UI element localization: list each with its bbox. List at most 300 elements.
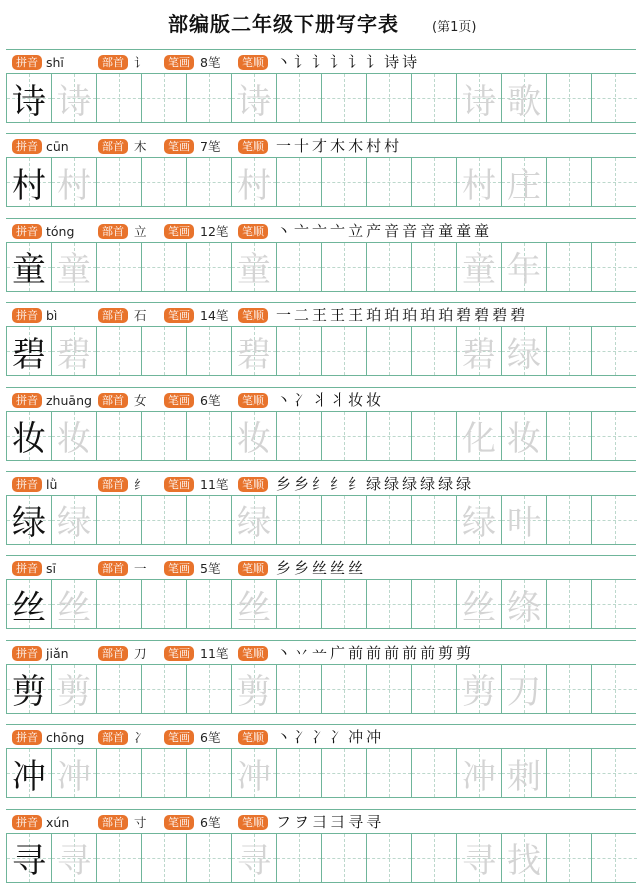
stroke-step: 乡 <box>294 559 310 578</box>
writing-cell <box>592 749 637 797</box>
writing-cell <box>502 243 547 291</box>
writing-grid <box>6 157 636 207</box>
writing-cell <box>7 74 52 122</box>
stroke-step: フ <box>276 812 292 831</box>
writing-cell <box>7 665 52 713</box>
stroke-step: 童 <box>456 221 472 240</box>
writing-cell <box>232 580 277 628</box>
example-word-char: 寻 <box>462 841 496 882</box>
writing-cell <box>592 412 637 460</box>
stroke-order-sequence <box>276 727 381 747</box>
stroke-step: 碧 <box>492 306 508 325</box>
writing-cell <box>232 158 277 206</box>
writing-cell <box>277 74 322 122</box>
example-word-char: 刀 <box>507 672 541 713</box>
writing-cell <box>142 834 187 882</box>
writing-cell <box>187 580 232 628</box>
pinyin-value: lǜ <box>46 476 58 492</box>
example-word-char: 刺 <box>507 756 541 797</box>
stroke-step: 绿 <box>402 474 418 493</box>
writing-cell <box>97 834 142 882</box>
writing-cell <box>277 665 322 713</box>
writing-cell <box>232 327 277 375</box>
character-entry <box>6 471 636 555</box>
pinyin-badge: 拼音 <box>12 224 42 239</box>
stroke-step: 广 <box>330 643 346 662</box>
stroke-step: 讠 <box>348 53 364 71</box>
writing-cell <box>7 580 52 628</box>
writing-cell <box>412 327 457 375</box>
stroke-step: 童 <box>438 221 454 240</box>
writing-cell <box>232 496 277 544</box>
pinyin-value: shī <box>46 55 64 70</box>
stroke-step: 音 <box>402 221 418 240</box>
writing-grid <box>6 833 636 883</box>
model-character: 妆 <box>12 419 46 460</box>
strokes-badge: 笔画 <box>164 477 194 492</box>
writing-cell <box>277 243 322 291</box>
trace-character: 妆 <box>57 419 91 460</box>
stroke-step: 妆 <box>366 390 382 409</box>
writing-cell <box>367 412 412 460</box>
radical-badge: 部首 <box>98 477 128 492</box>
stroke-order-sequence <box>276 305 525 325</box>
writing-cell <box>502 749 547 797</box>
stroke-step: 彐 <box>330 812 346 831</box>
character-entry <box>6 49 636 133</box>
pinyin-value: bì <box>46 308 58 324</box>
writing-cell <box>277 580 322 628</box>
writing-cell <box>412 243 457 291</box>
example-word-char: 叶 <box>507 503 541 544</box>
stroke-order-badge: 笔顺 <box>238 139 268 154</box>
stroke-step: 诗 <box>402 53 418 71</box>
example-word-char: 化 <box>462 419 496 460</box>
example-word-char: 绿 <box>462 503 496 544</box>
writing-cell <box>232 665 277 713</box>
strokes-badge: 笔画 <box>164 730 194 745</box>
strokes-value: 14笔 <box>200 308 229 324</box>
trace-character: 碧 <box>57 334 91 375</box>
model-character: 诗 <box>12 81 46 122</box>
stroke-step: 亠 <box>330 221 346 240</box>
radical-value: 刀 <box>134 645 147 661</box>
writing-cell <box>547 158 592 206</box>
stroke-step: 二 <box>294 306 310 325</box>
stroke-order-sequence <box>276 812 381 832</box>
radical-badge: 部首 <box>98 393 128 408</box>
strokes-value: 6笔 <box>200 814 221 830</box>
strokes-value: 12笔 <box>200 223 229 239</box>
character-entry <box>6 640 636 724</box>
writing-grid <box>6 73 636 123</box>
trace-character: 碧 <box>237 334 271 375</box>
trace-character: 剪 <box>237 672 271 713</box>
trace-character: 绿 <box>237 503 271 544</box>
stroke-step: 村 <box>384 137 400 156</box>
writing-cell <box>367 496 412 544</box>
stroke-order-sequence <box>276 390 381 410</box>
stroke-step: 木 <box>330 137 346 156</box>
pinyin-badge: 拼音 <box>12 477 42 492</box>
writing-cell <box>412 158 457 206</box>
example-word-char: 绿 <box>507 334 541 375</box>
writing-cell <box>322 412 367 460</box>
example-word-char: 找 <box>507 841 541 882</box>
stroke-step: 冲 <box>366 728 382 747</box>
stroke-order-badge: 笔顺 <box>238 393 268 408</box>
trace-character: 寻 <box>237 841 271 882</box>
writing-grid <box>6 748 636 798</box>
writing-cell <box>97 243 142 291</box>
writing-cell <box>97 412 142 460</box>
radical-value: 寸 <box>134 814 147 830</box>
writing-sheet <box>6 49 636 893</box>
entry-info-row <box>6 133 636 157</box>
stroke-step: 一 <box>276 137 292 156</box>
writing-cell <box>232 834 277 882</box>
writing-cell <box>592 834 637 882</box>
radical-badge: 部首 <box>98 139 128 154</box>
stroke-step: 前 <box>348 643 364 662</box>
strokes-badge: 笔画 <box>164 224 194 239</box>
strokes-badge: 笔画 <box>164 55 194 70</box>
page-header <box>0 0 640 46</box>
model-character: 丝 <box>12 587 46 628</box>
writing-cell <box>547 74 592 122</box>
stroke-step: 珀 <box>438 306 454 325</box>
writing-cell <box>322 243 367 291</box>
pinyin-badge: 拼音 <box>12 815 42 830</box>
writing-cell <box>142 665 187 713</box>
strokes-value: 8笔 <box>200 55 221 70</box>
example-word-char: 剪 <box>462 672 496 713</box>
writing-cell <box>97 665 142 713</box>
writing-cell <box>232 74 277 122</box>
writing-cell <box>592 665 637 713</box>
stroke-step: 丝 <box>330 559 346 578</box>
writing-cell <box>367 749 412 797</box>
writing-cell <box>412 580 457 628</box>
stroke-step: 前 <box>402 643 418 662</box>
stroke-step: 丶 <box>276 53 292 71</box>
writing-cell <box>97 327 142 375</box>
writing-cell <box>187 749 232 797</box>
stroke-order-badge: 笔顺 <box>238 730 268 745</box>
example-word-char: 歌 <box>507 81 541 122</box>
writing-cell <box>547 412 592 460</box>
example-word-char: 年 <box>507 250 541 291</box>
writing-cell <box>502 580 547 628</box>
strokes-value: 5笔 <box>200 561 221 577</box>
writing-grid <box>6 664 636 714</box>
stroke-step: 丶 <box>276 221 292 240</box>
stroke-order-sequence <box>276 474 471 494</box>
example-word-char: 碧 <box>462 334 496 375</box>
stroke-step: 绿 <box>456 474 472 493</box>
writing-cell <box>367 158 412 206</box>
writing-cell <box>547 749 592 797</box>
strokes-badge: 笔画 <box>164 646 194 661</box>
radical-badge: 部首 <box>98 55 128 70</box>
stroke-step: 十 <box>294 137 310 156</box>
stroke-step: 讠 <box>330 53 346 71</box>
stroke-step: 音 <box>420 221 436 240</box>
writing-cell <box>457 412 502 460</box>
writing-cell <box>142 412 187 460</box>
writing-cell <box>502 74 547 122</box>
strokes-value: 6笔 <box>200 730 221 746</box>
stroke-step: 碧 <box>510 306 526 325</box>
stroke-step: 亠 <box>294 221 310 240</box>
writing-cell <box>232 243 277 291</box>
writing-cell <box>142 327 187 375</box>
stroke-step: 冫 <box>294 390 310 409</box>
writing-cell <box>322 496 367 544</box>
trace-character: 寻 <box>57 841 91 882</box>
stroke-step: 冫 <box>330 728 346 747</box>
writing-cell <box>52 243 97 291</box>
writing-cell <box>142 496 187 544</box>
pinyin-value: zhuāng <box>46 392 92 408</box>
stroke-step: 丶 <box>276 728 292 747</box>
example-word-char: 诗 <box>462 81 496 122</box>
writing-cell <box>367 665 412 713</box>
stroke-step: 纟 <box>312 474 328 493</box>
stroke-step: 丬 <box>330 390 346 409</box>
stroke-step: 绿 <box>438 474 454 493</box>
stroke-step: 纟 <box>330 474 346 493</box>
writing-cell <box>457 158 502 206</box>
stroke-order-sequence <box>276 52 417 72</box>
writing-cell <box>457 834 502 882</box>
writing-cell <box>187 665 232 713</box>
writing-cell <box>412 665 457 713</box>
stroke-step: 村 <box>366 137 382 156</box>
stroke-step: 木 <box>348 137 364 156</box>
trace-character: 村 <box>57 165 91 206</box>
model-character: 碧 <box>12 334 46 375</box>
pinyin-badge: 拼音 <box>12 308 42 323</box>
stroke-step: 寻 <box>348 812 364 831</box>
writing-cell <box>7 834 52 882</box>
stroke-step: 珀 <box>384 306 400 325</box>
writing-cell <box>277 327 322 375</box>
writing-cell <box>142 749 187 797</box>
writing-cell <box>502 496 547 544</box>
writing-cell <box>502 158 547 206</box>
writing-cell <box>52 834 97 882</box>
stroke-step: 珀 <box>366 306 382 325</box>
stroke-step: 珀 <box>420 306 436 325</box>
trace-character: 童 <box>57 250 91 291</box>
radical-value: 一 <box>134 561 147 577</box>
writing-cell <box>322 580 367 628</box>
writing-cell <box>322 158 367 206</box>
stroke-step: 剪 <box>438 643 454 662</box>
writing-cell <box>322 74 367 122</box>
writing-cell <box>502 412 547 460</box>
writing-cell <box>187 327 232 375</box>
strokes-value: 11笔 <box>200 645 229 661</box>
trace-character: 丝 <box>57 587 91 628</box>
writing-cell <box>187 834 232 882</box>
writing-cell <box>52 749 97 797</box>
stroke-step: 冫 <box>312 728 328 747</box>
stroke-step: ヲ <box>294 812 310 831</box>
writing-cell <box>187 74 232 122</box>
writing-cell <box>7 412 52 460</box>
pinyin-badge: 拼音 <box>12 646 42 661</box>
entry-info-row <box>6 471 636 495</box>
stroke-step: 彐 <box>312 812 328 831</box>
entry-info-row <box>6 218 636 242</box>
stroke-step: 纟 <box>348 474 364 493</box>
stroke-step: 丶 <box>276 643 292 662</box>
writing-grid <box>6 579 636 629</box>
pinyin-badge: 拼音 <box>12 730 42 745</box>
strokes-value: 6笔 <box>200 392 221 408</box>
strokes-value: 11笔 <box>200 476 229 492</box>
example-word-char: 村 <box>462 165 496 206</box>
writing-cell <box>52 74 97 122</box>
writing-cell <box>97 749 142 797</box>
stroke-step: 碧 <box>456 306 472 325</box>
strokes-value: 7笔 <box>200 139 221 155</box>
stroke-order-badge: 笔顺 <box>238 561 268 576</box>
trace-character: 剪 <box>57 672 91 713</box>
model-character: 村 <box>12 165 46 206</box>
writing-cell <box>412 749 457 797</box>
writing-grid <box>6 242 636 292</box>
writing-cell <box>367 580 412 628</box>
writing-cell <box>457 580 502 628</box>
model-character: 寻 <box>12 841 46 882</box>
stroke-order-badge: 笔顺 <box>238 646 268 661</box>
strokes-badge: 笔画 <box>164 561 194 576</box>
writing-cell <box>592 74 637 122</box>
writing-cell <box>547 665 592 713</box>
radical-badge: 部首 <box>98 646 128 661</box>
writing-cell <box>457 496 502 544</box>
writing-cell <box>277 412 322 460</box>
model-character: 冲 <box>12 756 46 797</box>
entry-info-row <box>6 302 636 326</box>
stroke-step: 前 <box>384 643 400 662</box>
writing-cell <box>97 158 142 206</box>
pinyin-value: jiǎn <box>46 645 69 661</box>
stroke-step: 王 <box>330 306 346 325</box>
writing-cell <box>457 665 502 713</box>
stroke-order-sequence <box>276 221 489 241</box>
writing-cell <box>52 496 97 544</box>
radical-value: 木 <box>134 139 147 155</box>
entry-info-row <box>6 49 636 73</box>
writing-cell <box>277 834 322 882</box>
writing-cell <box>547 580 592 628</box>
writing-cell <box>502 665 547 713</box>
character-entry <box>6 302 636 386</box>
stroke-step: 王 <box>312 306 328 325</box>
entry-info-row <box>6 387 636 411</box>
writing-cell <box>502 834 547 882</box>
stroke-step: 绿 <box>384 474 400 493</box>
stroke-step: 绿 <box>366 474 382 493</box>
writing-cell <box>277 749 322 797</box>
writing-cell <box>97 496 142 544</box>
writing-cell <box>52 327 97 375</box>
stroke-order-badge: 笔顺 <box>238 55 268 70</box>
writing-cell <box>277 158 322 206</box>
trace-character: 妆 <box>237 419 271 460</box>
character-entry <box>6 555 636 639</box>
radical-badge: 部首 <box>98 730 128 745</box>
trace-character: 村 <box>237 165 271 206</box>
strokes-badge: 笔画 <box>164 139 194 154</box>
example-word-char: 妆 <box>507 419 541 460</box>
stroke-step: 碧 <box>474 306 490 325</box>
stroke-step: 䒑 <box>312 643 328 662</box>
writing-cell <box>412 412 457 460</box>
model-character: 绿 <box>12 503 46 544</box>
writing-cell <box>322 327 367 375</box>
radical-badge: 部首 <box>98 815 128 830</box>
writing-cell <box>322 665 367 713</box>
entry-info-row <box>6 724 636 748</box>
page-number: (第1页) <box>432 20 477 35</box>
radical-value: 纟 <box>134 476 147 492</box>
trace-character: 诗 <box>57 81 91 122</box>
writing-cell <box>52 580 97 628</box>
character-entry <box>6 133 636 217</box>
stroke-step: 丶 <box>276 390 292 409</box>
stroke-step: 寻 <box>366 812 382 831</box>
pinyin-value: chōng <box>46 730 85 746</box>
strokes-badge: 笔画 <box>164 308 194 323</box>
writing-cell <box>412 496 457 544</box>
stroke-order-badge: 笔顺 <box>238 815 268 830</box>
writing-cell <box>142 158 187 206</box>
stroke-step: 乡 <box>294 474 310 493</box>
writing-cell <box>592 327 637 375</box>
writing-cell <box>322 834 367 882</box>
stroke-step: 讠 <box>366 53 382 71</box>
writing-cell <box>412 74 457 122</box>
stroke-step: 一 <box>276 306 292 325</box>
stroke-order-badge: 笔顺 <box>238 477 268 492</box>
stroke-step: 产 <box>366 221 382 240</box>
model-character: 剪 <box>12 672 46 713</box>
writing-cell <box>97 74 142 122</box>
writing-cell <box>502 327 547 375</box>
writing-cell <box>187 412 232 460</box>
writing-cell <box>7 158 52 206</box>
example-word-char: 童 <box>462 250 496 291</box>
writing-cell <box>187 496 232 544</box>
stroke-step: 讠 <box>312 53 328 71</box>
writing-cell <box>7 243 52 291</box>
entry-info-row <box>6 809 636 833</box>
writing-cell <box>547 327 592 375</box>
stroke-step: 剪 <box>456 643 472 662</box>
stroke-step: 乡 <box>276 474 292 493</box>
character-entry <box>6 724 636 808</box>
writing-cell <box>367 327 412 375</box>
writing-cell <box>547 834 592 882</box>
writing-cell <box>277 496 322 544</box>
example-word-char: 冲 <box>462 756 496 797</box>
stroke-step: 妆 <box>348 390 364 409</box>
